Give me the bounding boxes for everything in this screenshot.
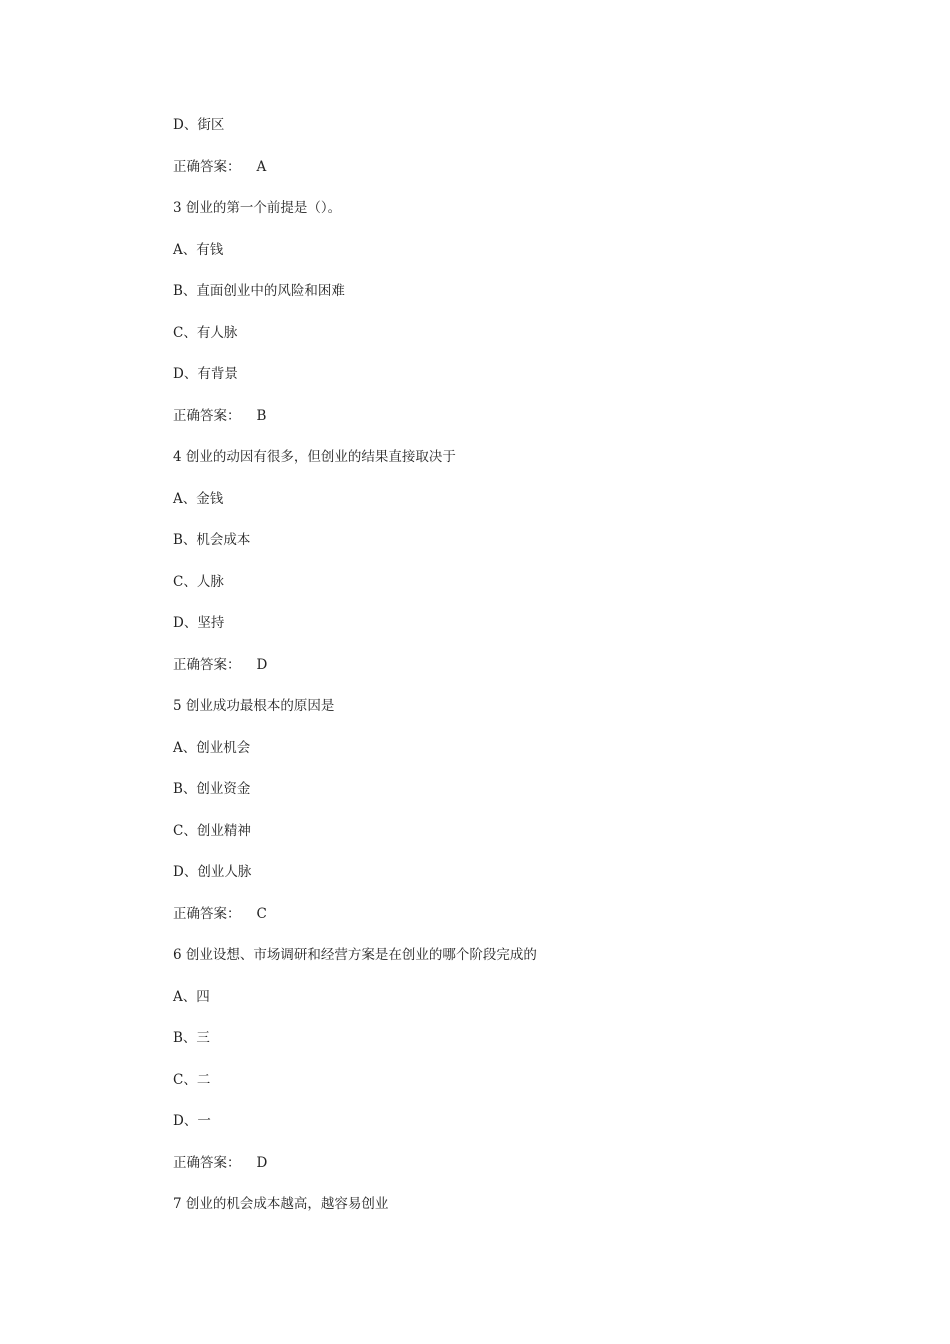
question-line: 7 创业的机会成本越高，越容易创业	[173, 1196, 389, 1212]
option-line: B、创业资金	[173, 781, 251, 797]
answer-value: D	[256, 1154, 268, 1171]
answer-line	[173, 901, 873, 943]
question-line: 3 创业的第一个前提是（）。	[173, 200, 342, 216]
answer-value: C	[256, 905, 267, 922]
answer-line	[173, 154, 873, 196]
option-line: C、有人脉	[173, 324, 238, 341]
option-line: C、创业精神	[173, 822, 251, 839]
question-line: 4 创业的动因有很多，但创业的结果直接取决于	[173, 449, 456, 465]
answer-line	[173, 652, 873, 694]
answer-label: 正确答案：	[173, 407, 241, 424]
answer-label: 正确答案：	[173, 656, 241, 673]
option-line: A、四	[173, 988, 210, 1005]
option-line: D、创业人脉	[173, 864, 252, 880]
option-line: B、直面创业中的风险和困难	[173, 283, 345, 299]
option-line: D、有背景	[173, 366, 238, 382]
question-line: 6 创业设想、市场调研和经营方案是在创业的哪个阶段完成的	[173, 947, 537, 963]
answer-line	[173, 403, 873, 445]
option-line: C、二	[173, 1071, 211, 1088]
answer-line	[173, 1150, 873, 1192]
question-line: 5 创业成功最根本的原因是	[173, 698, 335, 714]
answer-value: B	[256, 407, 267, 424]
option-line: A、金钱	[173, 490, 224, 507]
option-line: A、有钱	[173, 241, 224, 258]
option-line: A、创业机会	[173, 739, 251, 756]
answer-label: 正确答案：	[173, 905, 241, 922]
option-line: D、街区	[173, 117, 225, 133]
option-line: D、一	[173, 1113, 211, 1129]
option-line: B、机会成本	[173, 532, 251, 548]
question-list	[173, 112, 873, 1233]
answer-label: 正确答案：	[173, 158, 241, 175]
option-line: C、人脉	[173, 573, 224, 590]
answer-value: D	[256, 656, 268, 673]
answer-value: A	[256, 158, 267, 175]
answer-label: 正确答案：	[173, 1154, 241, 1171]
option-line: B、三	[173, 1030, 210, 1046]
option-line: D、坚持	[173, 615, 225, 631]
